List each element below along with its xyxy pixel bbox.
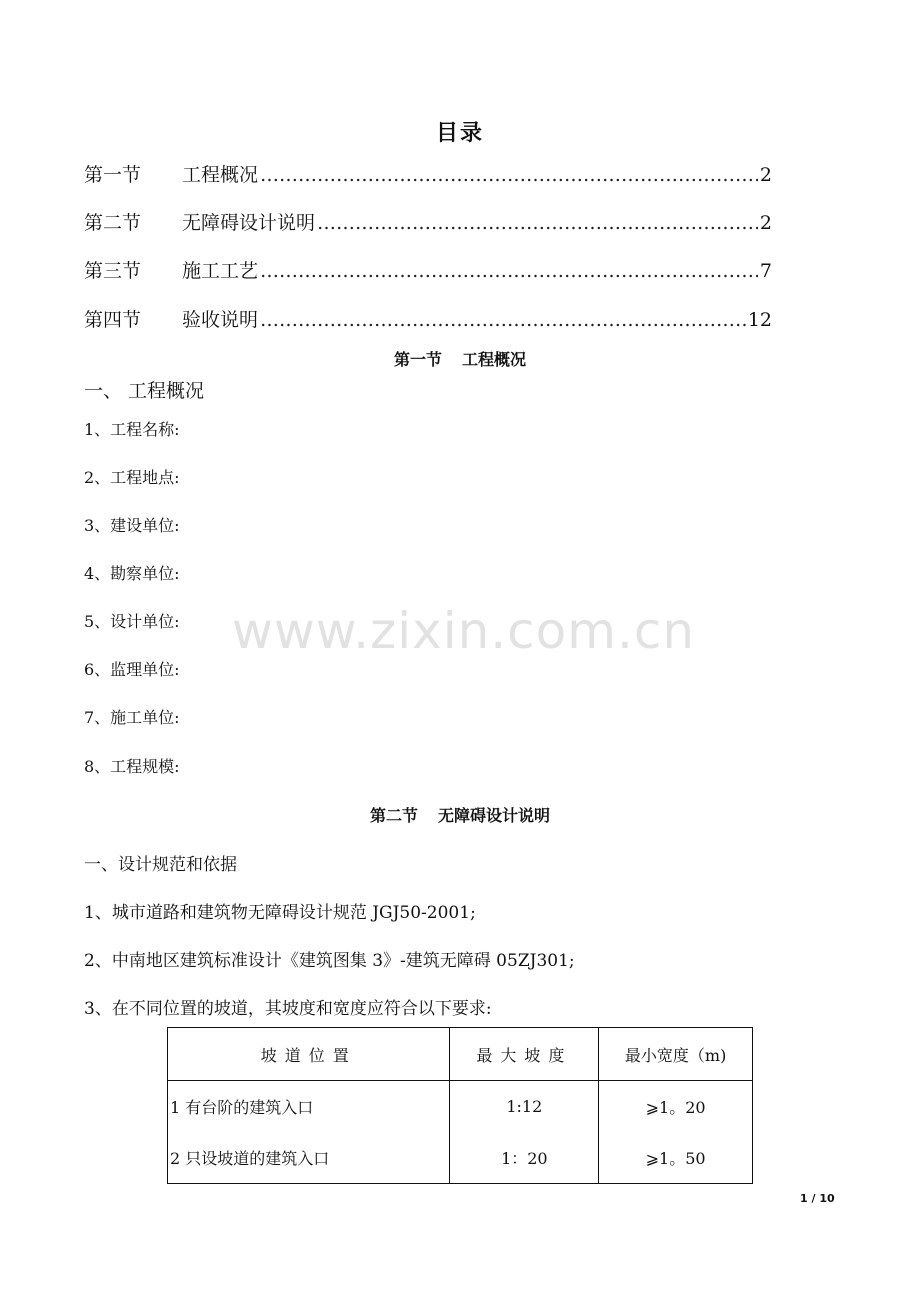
project-info-item: 3、建设单位:: [84, 516, 180, 535]
project-info-item: 5、设计单位:: [84, 612, 180, 631]
table-cell: 1 有台阶的建筑入口: [168, 1081, 450, 1133]
table-header: 最大坡度: [450, 1028, 599, 1081]
project-info-item: 6、监理单位:: [84, 660, 180, 679]
project-info-item: 2、工程地点:: [84, 468, 180, 487]
toc-entry-number: 第三节: [84, 260, 142, 282]
toc-entry-title: 工程概况: [182, 164, 259, 186]
toc-entry-page: 12: [747, 309, 772, 331]
table-row: [168, 1081, 753, 1133]
toc-entry-number: 第一节: [84, 164, 142, 186]
toc-entry[interactable]: [84, 256, 772, 286]
spec-item: 1、城市道路和建筑物无障碍设计规范 JGJ50-2001;: [84, 903, 476, 923]
table-cell: 1:12: [450, 1081, 599, 1133]
toc-title: 目录: [435, 120, 484, 146]
toc-entry[interactable]: [84, 208, 772, 238]
toc-leader-dots: [260, 309, 746, 331]
toc-entry-number: 第四节: [84, 309, 142, 331]
ramp-requirements-table: [167, 1027, 753, 1184]
toc-entry-title: 验收说明: [182, 309, 259, 331]
toc-entry-number: 第二节: [84, 212, 142, 234]
table-header: 最小宽度（m): [599, 1028, 753, 1081]
spec-item: 2、中南地区建筑标准设计《建筑图集 3》-建筑无障碍 05ZJ301;: [84, 951, 575, 971]
toc-leader-dots: [317, 212, 758, 234]
subsection-heading: 一、 工程概况: [84, 380, 205, 402]
section-title: 工程概况: [462, 350, 527, 369]
table-row: [168, 1132, 753, 1184]
project-info-item: 4、勘察单位:: [84, 564, 180, 583]
spec-item: 3、在不同位置的坡道，其坡度和宽度应符合以下要求:: [84, 999, 492, 1019]
toc-entry-title: 施工工艺: [182, 260, 259, 282]
section-heading: [0, 347, 920, 370]
table-cell: 2 只设坡道的建筑入口: [168, 1132, 450, 1184]
subsection-heading: 一、设计规范和依据: [84, 855, 237, 875]
toc-entry-page: 7: [759, 260, 772, 282]
table-cell: ⩾1。20: [599, 1081, 753, 1133]
table-cell: 1：20: [450, 1132, 599, 1184]
toc-entry[interactable]: [84, 305, 772, 335]
table-cell: ⩾1。50: [599, 1132, 753, 1184]
watermark: www.zixin.com.cn: [232, 602, 696, 660]
table-header-row: [168, 1028, 753, 1081]
toc-entry-title: 无障碍设计说明: [182, 212, 316, 234]
section-title: 无障碍设计说明: [438, 806, 551, 825]
toc-entry[interactable]: [84, 160, 772, 190]
section-number: 第二节: [369, 806, 418, 825]
toc-leader-dots: [260, 260, 758, 282]
project-info-item: 1、工程名称:: [84, 420, 180, 439]
table-header: 坡道位置: [168, 1028, 450, 1081]
toc-leader-dots: [260, 164, 758, 186]
section-heading: [0, 803, 920, 826]
toc-entry-page: 2: [759, 164, 772, 186]
project-info-item: 8、工程规模:: [84, 757, 180, 776]
toc-entry-page: 2: [759, 212, 772, 234]
project-info-item: 7、施工单位:: [84, 708, 180, 727]
section-number: 第一节: [393, 350, 442, 369]
page-number: 1 / 10: [800, 1192, 835, 1205]
